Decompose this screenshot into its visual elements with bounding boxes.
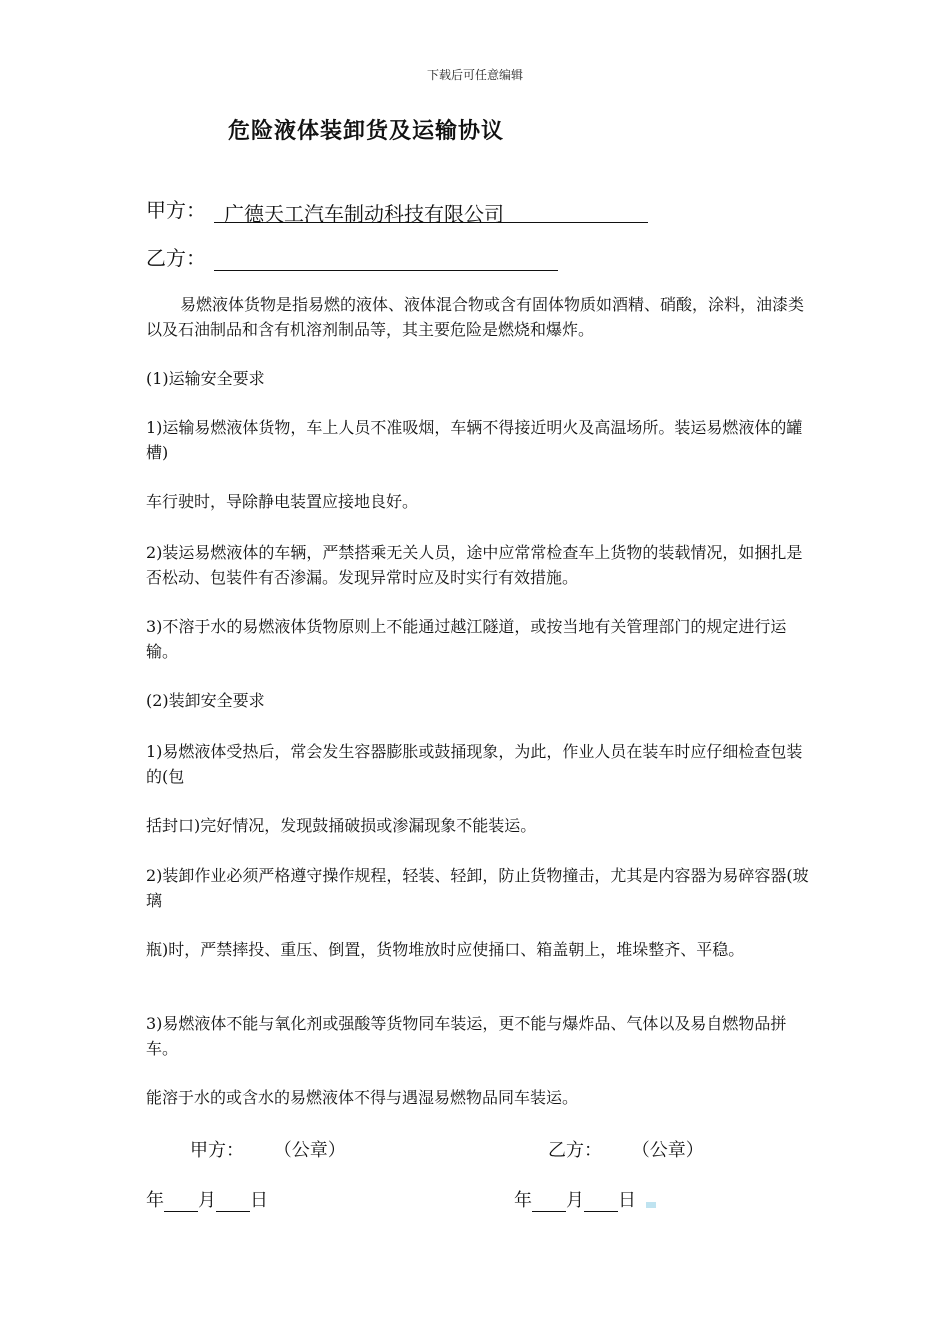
party-a-line xyxy=(146,194,648,226)
loading-item-2: 2)装卸作业必须严格遵守操作规程，轻装、轻卸，防止货物撞击，尤其是内容器为易碎容器(玻璃 xyxy=(146,866,809,910)
date-b-year: 年 xyxy=(514,1190,532,1211)
party-b-date xyxy=(514,1186,636,1212)
date-a-year: 年 xyxy=(146,1190,164,1211)
section-heading-loading: (2)装卸安全要求 xyxy=(146,691,265,710)
party-b-line xyxy=(146,242,558,271)
party-b-name xyxy=(214,246,558,271)
loading-item-2-cont: 瓶)时，严禁摔投、重压、倒置，货物堆放时应使捅口、箱盖朝上，堆垛整齐、平稳。 xyxy=(146,940,745,959)
transport-item-1: 1)运输易燃液体货物，车上人员不准吸烟，车辆不得接近明火及高温场所。装运易燃液体的罐槽) xyxy=(146,418,803,462)
transport-item-1-cont: 车行驶时，导除静电装置应接地良好。 xyxy=(146,492,419,511)
header-note: 下载后可任意编辑 xyxy=(426,68,523,82)
party-a-date xyxy=(146,1186,268,1212)
date-a-day-blank xyxy=(216,1193,250,1212)
sign-b-seal: （公章） xyxy=(631,1140,704,1161)
section-heading-transport: (1)运输安全要求 xyxy=(146,369,265,388)
loading-item-1-cont: 括封口)完好情况，发现鼓捅破损或渗漏现象不能装运。 xyxy=(146,816,537,835)
party-a-label: 甲方： xyxy=(146,198,206,222)
loading-item-3: 3)易燃液体不能与氧化剂或强酸等货物同车装运，更不能与爆炸品、气体以及易自燃物品拼车。 xyxy=(146,1014,787,1058)
date-b-day: 日 xyxy=(618,1190,636,1211)
loading-item-1: 1)易燃液体受热后，常会发生容器膨胀或鼓捅现象，为此，作业人员在装车时应仔细检查包装的(包 xyxy=(146,742,803,786)
loading-item-3-cont: 能溶于水的或含水的易燃液体不得与遇湿易燃物品同车装运。 xyxy=(146,1088,579,1107)
transport-item-2: 2)装运易燃液体的车辆，严禁搭乘无关人员，途中应常常检查车上货物的装载情况，如捆扎是否松动、包装件有否渗漏。发现异常时应及时实行有效措施。 xyxy=(146,543,803,587)
intro-paragraph: 易燃液体货物是指易燃的液体、液体混合物或含有固体物质如酒精、硝酸，涂料，油漆类以及石油制品和含有机溶剂制品等，其主要危险是燃烧和爆炸。 xyxy=(146,295,805,339)
party-b-signature xyxy=(548,1136,704,1162)
sign-a-label: 甲方： xyxy=(190,1140,244,1161)
date-a-day: 日 xyxy=(250,1190,268,1211)
document-title: 危险液体装卸货及运输协议 xyxy=(228,119,505,144)
date-b-month: 月 xyxy=(566,1190,584,1211)
date-a-month-blank xyxy=(164,1193,198,1212)
sign-b-label: 乙方： xyxy=(548,1140,602,1161)
date-b-day-blank xyxy=(584,1193,618,1212)
date-a-month: 月 xyxy=(198,1190,216,1211)
party-a-signature xyxy=(190,1136,346,1162)
date-b-month-blank xyxy=(532,1193,566,1212)
transport-item-3: 3)不溶于水的易燃液体货物原则上不能通过越江隧道，或按当地有关管理部门的规定进行运输。 xyxy=(146,617,787,661)
sign-a-seal: （公章） xyxy=(273,1140,346,1161)
party-a-name: 广德天工汽车制动科技有限公司 xyxy=(214,198,648,223)
party-b-label: 乙方： xyxy=(146,246,206,270)
highlight-mark xyxy=(646,1202,656,1208)
